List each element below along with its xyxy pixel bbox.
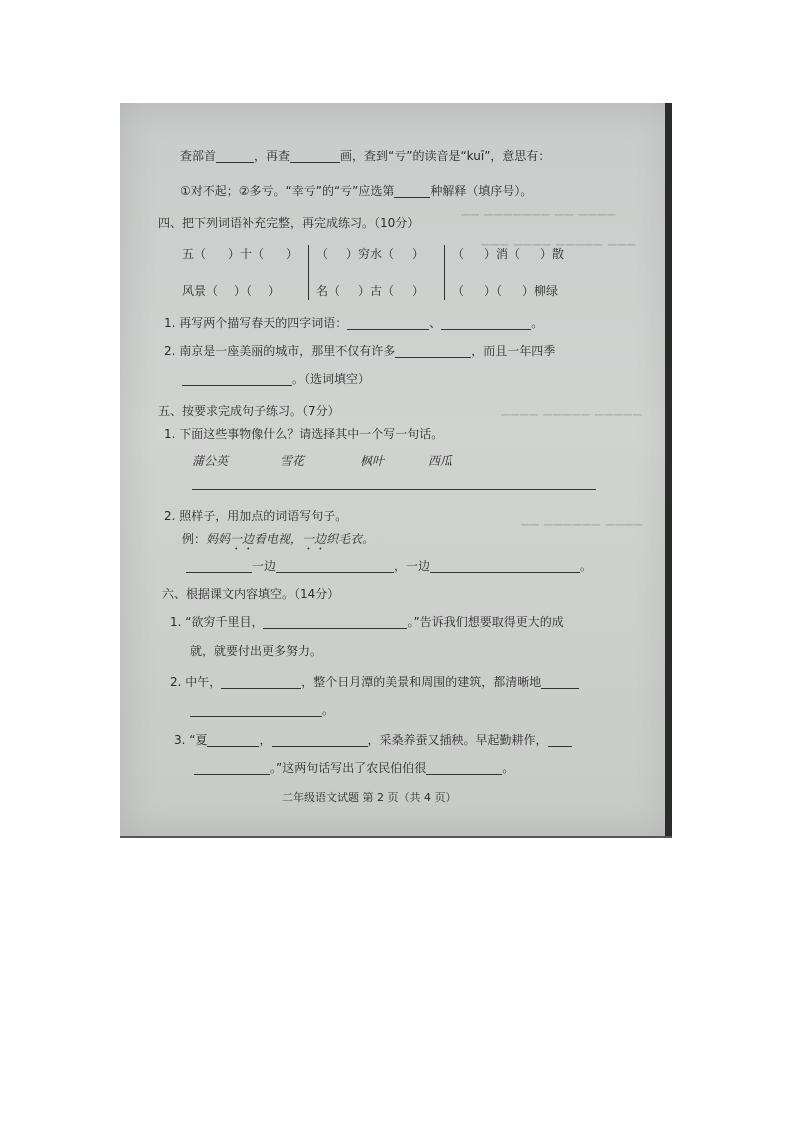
section-6-question-3: 3. “夏 ， ，采桑养蚕又插秧。早起勤耕作， xyxy=(174,732,572,748)
idiom-divider xyxy=(444,245,445,300)
idiom-group-1-row-2: 风景（ ）（ ） xyxy=(182,284,281,298)
section-6-title: 六、根据课文内容填空。（14分） xyxy=(162,587,340,601)
meaning-options-line: ①对不起；②多亏。“幸亏”的“亏”应选第 种解释（填序号）。 xyxy=(180,184,533,198)
section-5-question-2: 2. 照样子，用加点的词语写句子。 xyxy=(164,509,348,523)
photo-bottom-edge xyxy=(120,836,672,838)
section-6-question-2: 2. 中午， ，整个日月潭的美景和周围的建筑，都清晰地 xyxy=(170,674,579,690)
example-sentence: 例：妈妈一边看电视，一边织毛衣。 xyxy=(182,532,375,546)
idiom-group-2-row-2: 名（ ）古（ ） xyxy=(316,284,425,298)
idiom-divider xyxy=(308,245,309,300)
section-6-question-1: 1. “欲穷千里目， 。”告诉我们想要取得更大的成 xyxy=(170,615,564,629)
bleed-through: ▁▁▁▁▁ ▁▁▁▁▁ ▁▁▁▁ xyxy=(500,403,642,416)
section-4-question-1: 1. 再写两个描写春天的四字词语： 、 。 xyxy=(164,316,544,330)
section-4-title: 四、把下列词语补充完整，再完成练习。（10分） xyxy=(158,216,420,230)
bleed-through: ▁▁▁ ▁▁▁▁▁ ▁▁▁▁ ▁▁▁ xyxy=(480,233,636,246)
dictionary-line: 查部首 ，再查 画，查到“亏”的读音是“kuī”，意思有： xyxy=(180,149,551,163)
photo-dark-edge xyxy=(665,103,672,838)
word-option: 蒲公英 xyxy=(192,454,229,468)
exam-page-photo xyxy=(120,103,672,838)
section-5-title: 五、按要求完成句子练习。（7分） xyxy=(158,404,340,418)
word-option: 西瓜 xyxy=(428,454,453,468)
section-4-question-2: 2. 南京是一座美丽的城市，那里不仅有许多 ，而且一年四季 xyxy=(164,344,556,358)
idiom-group-3-row-1: （ ）消（ ）散 xyxy=(452,247,565,261)
idiom-group-3-row-2: （ ）（ ）柳绿 xyxy=(452,284,559,298)
section-4-question-2-cont: 。（选词填空） xyxy=(182,371,370,387)
sentence-fill: 一边 ，一边 。 xyxy=(186,558,592,574)
word-option: 雪花 xyxy=(280,454,305,468)
page-footer: 二年级语文试题 第 2 页（共 4 页） xyxy=(282,791,457,804)
answer-line xyxy=(192,489,596,490)
section-6-question-2-cont: 。 xyxy=(190,702,334,718)
bleed-through: ▁▁▁▁ ▁▁ ▁▁▁▁▁▁▁ ▁▁ xyxy=(460,203,616,216)
bleed-through: ▁▁▁▁ ▁▁▁▁▁▁ ▁▁ xyxy=(520,513,643,526)
idiom-group-1-row-1: 五（ ）十（ ） xyxy=(182,247,299,261)
word-option: 枫叶 xyxy=(360,454,385,468)
section-6-question-3-cont: 。”这两句话写出了农民伯伯很 。 xyxy=(194,760,514,776)
idiom-group-2-row-1: （ ）穷水（ ） xyxy=(316,247,425,261)
section-6-question-1-cont: 就，就要付出更多努力。 xyxy=(190,644,323,658)
section-5-question-1: 1. 下面这些事物像什么？请选择其中一个写一句话。 xyxy=(164,427,444,441)
